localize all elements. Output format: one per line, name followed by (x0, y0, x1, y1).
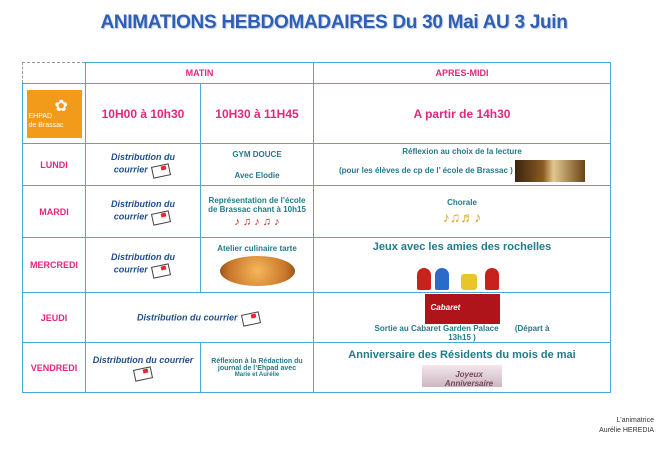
mail-icon (150, 262, 172, 278)
time-slot-2: 10H30 à 11H45 (201, 84, 314, 144)
music-notes-icon: ♪♫♬♪ (442, 209, 482, 225)
day-lundi: LUNDI (23, 144, 86, 186)
mail-icon (150, 209, 172, 225)
ehpad-logo: ✿ EHPAD de Brassac (27, 90, 82, 138)
day-vendredi: VENDREDI (23, 343, 86, 393)
vendredi-matin-2: Réflexion à la Rédaction du journal de l’Ehpad avec Marie et Aurélie (201, 343, 314, 393)
activity-schedule-table (22, 62, 611, 393)
day-mardi: MARDI (23, 186, 86, 238)
mail-icon (240, 310, 262, 326)
mail-icon (150, 162, 172, 178)
jeudi-matin: Distribution du courrier (86, 293, 314, 343)
vendredi-apres-midi: Anniversaire des Résidents du mois de mai Joyeux Anniversaire (314, 343, 611, 393)
page-title: ANIMATIONS HEBDOMADAIRES Du 30 Mai AU 3 Juin (100, 12, 568, 33)
corner-cell (23, 63, 86, 84)
mercredi-matin-1: Distribution du courrier (86, 238, 201, 293)
mardi-matin-2: Représentation de l’école de Brassac chant à 10h15 ♪ ♫ ♪ ♫ ♪ (201, 186, 314, 238)
time-slot-3: A partir de 14h30 (314, 84, 611, 144)
mardi-apres-midi: Chorale ♪♫♬♪ (314, 186, 611, 238)
logo-cell (23, 84, 86, 144)
lundi-apres-midi: Réflexion au choix de la lecture (pour les élèves de cp de l’ école de Brassac ) (314, 144, 611, 186)
vendredi-matin-1: Distribution du courrier (86, 343, 201, 393)
tart-image (220, 256, 295, 286)
flower-icon: ✿ (54, 97, 68, 115)
jeudi-apres-midi: Cabaret Sortie au Cabaret Garden Palace (Départ à 13h15 ) (314, 293, 611, 343)
header-apres-midi: APRES-MIDI (314, 63, 611, 84)
day-mercredi: MERCREDI (23, 238, 86, 293)
mercredi-apres-midi: Jeux avec les amies des rochelles (314, 238, 611, 293)
mercredi-matin-2: Atelier culinaire tarte (201, 238, 314, 293)
signature: L’animatrice Aurélie HEREDIA (599, 417, 654, 434)
reading-book-image (515, 160, 585, 182)
mail-icon (132, 365, 154, 381)
lundi-matin-1: Distribution du courrier (86, 144, 201, 186)
birthday-image: Joyeux Anniversaire (422, 365, 502, 387)
header-matin: MATIN (86, 63, 314, 84)
time-slot-1: 10H00 à 10h30 (86, 84, 201, 144)
cabaret-image: Cabaret (425, 294, 500, 324)
singers-icon: ♪ ♫ ♪ ♫ ♪ (234, 215, 280, 228)
mardi-matin-1: Distribution du courrier (86, 186, 201, 238)
board-game-pieces-image (407, 256, 517, 290)
lundi-matin-2: GYM DOUCE Avec Elodie (201, 144, 314, 186)
day-jeudi: JEUDI (23, 293, 86, 343)
